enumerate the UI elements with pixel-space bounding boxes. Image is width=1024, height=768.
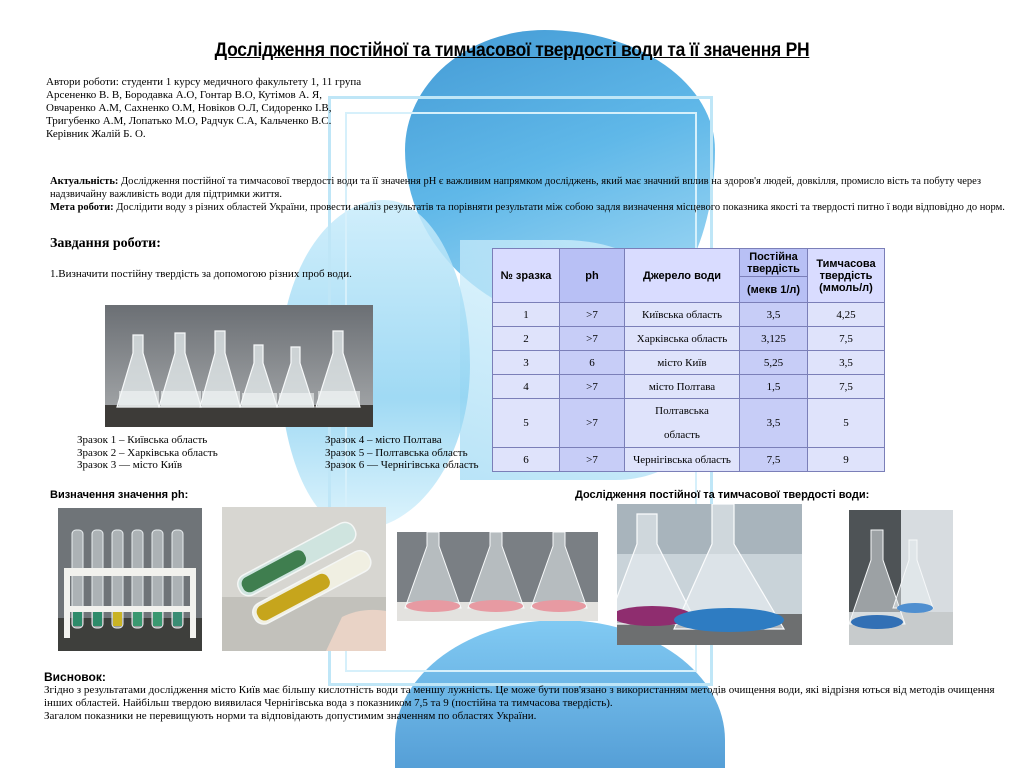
cell-source — [625, 399, 740, 448]
cell-temporary: 9 — [808, 448, 885, 472]
conclusion-text — [44, 684, 1014, 723]
table-row — [493, 375, 885, 399]
cell-permanent: 3,5 — [740, 399, 808, 448]
conclusion-paragraph: Загалом показники не перевищують норми та відповідають допустимим значенням по областях України. — [44, 710, 537, 722]
sample-caption: Зразок 1 – Київська область — [77, 434, 208, 446]
cell-temporary: 7,5 — [808, 327, 885, 351]
cell-ph: 6 — [560, 351, 625, 375]
tasks-heading: Завдання роботи: — [50, 236, 161, 251]
header-permanent-unit: (мекв 1/л) — [740, 277, 808, 303]
goal-label: Мета роботи: — [50, 202, 114, 213]
cell-source: Чернігівська область — [625, 448, 740, 472]
sample-caption: Зразок 6 — Чернігівська область — [325, 459, 479, 471]
results-table — [492, 248, 885, 472]
cell-num: 3 — [493, 351, 560, 375]
cell-source-line: область — [664, 429, 700, 441]
goal-paragraph — [50, 201, 1012, 214]
pink-flasks-photo — [397, 532, 598, 621]
header-source: Джерело води — [625, 249, 740, 303]
table-row — [493, 327, 885, 351]
cell-temporary: 4,25 — [808, 303, 885, 327]
cell-ph: >7 — [560, 448, 625, 472]
cell-source-line: Полтавська — [655, 405, 709, 417]
relevance-text: Дослідження постійної та тимчасової твердості води та її значення рН є важливим напрямком досліджень, який має значний вплив на здоров'я людей, довкілля, промисло вість та побуту через надзвичайну важливість води для підтримки життя. — [50, 176, 982, 200]
cell-source: місто Київ — [625, 351, 740, 375]
sample-caption: Зразок 5 – Полтавська область — [325, 446, 468, 459]
table-row — [493, 351, 885, 375]
cell-source: Київська область — [625, 303, 740, 327]
header-permanent: Постійна твердість — [740, 249, 808, 277]
cell-ph: >7 — [560, 303, 625, 327]
hardness-section-heading: Дослідження постійної та тимчасової твердості води: — [575, 489, 870, 501]
captions-right — [325, 434, 479, 472]
cell-ph: >7 — [560, 399, 625, 448]
test-tubes-photo — [58, 508, 202, 651]
cell-ph: >7 — [560, 375, 625, 399]
authors-line: Овчаренко А.М, Сахненко О.М, Новіков О.Л, Сидоренко І.В, — [46, 102, 332, 114]
cell-source: Харківська область — [625, 327, 740, 351]
supervisor-line: Керівник Жалій Б. О. — [46, 128, 146, 140]
table-header-row — [493, 249, 885, 277]
intro-block — [50, 175, 1012, 214]
cell-temporary: 3,5 — [808, 351, 885, 375]
cell-num: 6 — [493, 448, 560, 472]
cell-num: 5 — [493, 399, 560, 448]
cell-permanent: 1,5 — [740, 375, 808, 399]
relevance-paragraph — [50, 175, 1012, 201]
tubes-in-hand-photo — [222, 507, 386, 651]
relevance-label: Актуальність: — [50, 176, 119, 187]
table-row — [493, 399, 885, 448]
goal-text: Дослідити воду з різних областей України, провести аналіз результатів та порівняти результати між собою задля визначення місцевого показника якості та твердості питно ї води відповідно до норм. — [113, 202, 1005, 213]
conclusion-heading: Висновок: — [44, 670, 106, 684]
cell-permanent: 3,125 — [740, 327, 808, 351]
table-row — [493, 448, 885, 472]
header-temporary: Тимчасова твердість (ммоль/л) — [808, 249, 885, 303]
cell-ph: >7 — [560, 327, 625, 351]
cell-permanent: 7,5 — [740, 448, 808, 472]
sample-caption: Зразок 3 — місто Київ — [77, 459, 183, 471]
cell-temporary: 7,5 — [808, 375, 885, 399]
cell-permanent: 5,25 — [740, 351, 808, 375]
cell-source: місто Полтава — [625, 375, 740, 399]
sample-caption: Зразок 2 – Харківська область — [77, 446, 218, 459]
authors-block — [46, 76, 361, 141]
sample-caption: Зразок 4 – місто Полтава — [325, 434, 442, 446]
ph-section-heading: Визначення значення ph: — [50, 489, 189, 501]
authors-line: Арсененко В. В, Бородавка А.О, Гонтар В.О, Кутімов А. Я, — [46, 89, 323, 101]
cell-num: 4 — [493, 375, 560, 399]
cell-permanent: 3,5 — [740, 303, 808, 327]
table-row — [493, 303, 885, 327]
cell-temporary: 5 — [808, 399, 885, 448]
authors-line: Тригубенко А.М, Лопатько М.О, Радчук С.А, Кальченко В.С. — [46, 115, 332, 127]
captions-left — [77, 434, 218, 472]
conclusion-paragraph: Згідно з результатами дослідження місто Київ має більшу кислотність води та меншу лужність. Це може бути пов'язано з використанням методів очищення води, які відрізня ються від методів очищення інших областей. Найбільш твердою виявилася Чернігівська вода з показником 7,5 та 9 (постійна та тимчасова твердість). — [44, 684, 995, 709]
poster-title: Дослідження постійної та тимчасової твердості води та її значення РН — [214, 40, 810, 61]
task-item: 1.Визначити постійну твердість за допомогою різних проб води. — [50, 268, 352, 280]
cell-num: 1 — [493, 303, 560, 327]
blue-flask-window-photo — [849, 510, 953, 645]
header-ph: ph — [560, 249, 625, 303]
authors-line: Автори роботи: студенти 1 курсу медичного факультету 1, 11 група — [46, 76, 362, 88]
header-num: № зразка — [493, 249, 560, 303]
blue-flasks-photo — [617, 504, 802, 645]
flasks-photo — [105, 305, 373, 427]
cell-num: 2 — [493, 327, 560, 351]
